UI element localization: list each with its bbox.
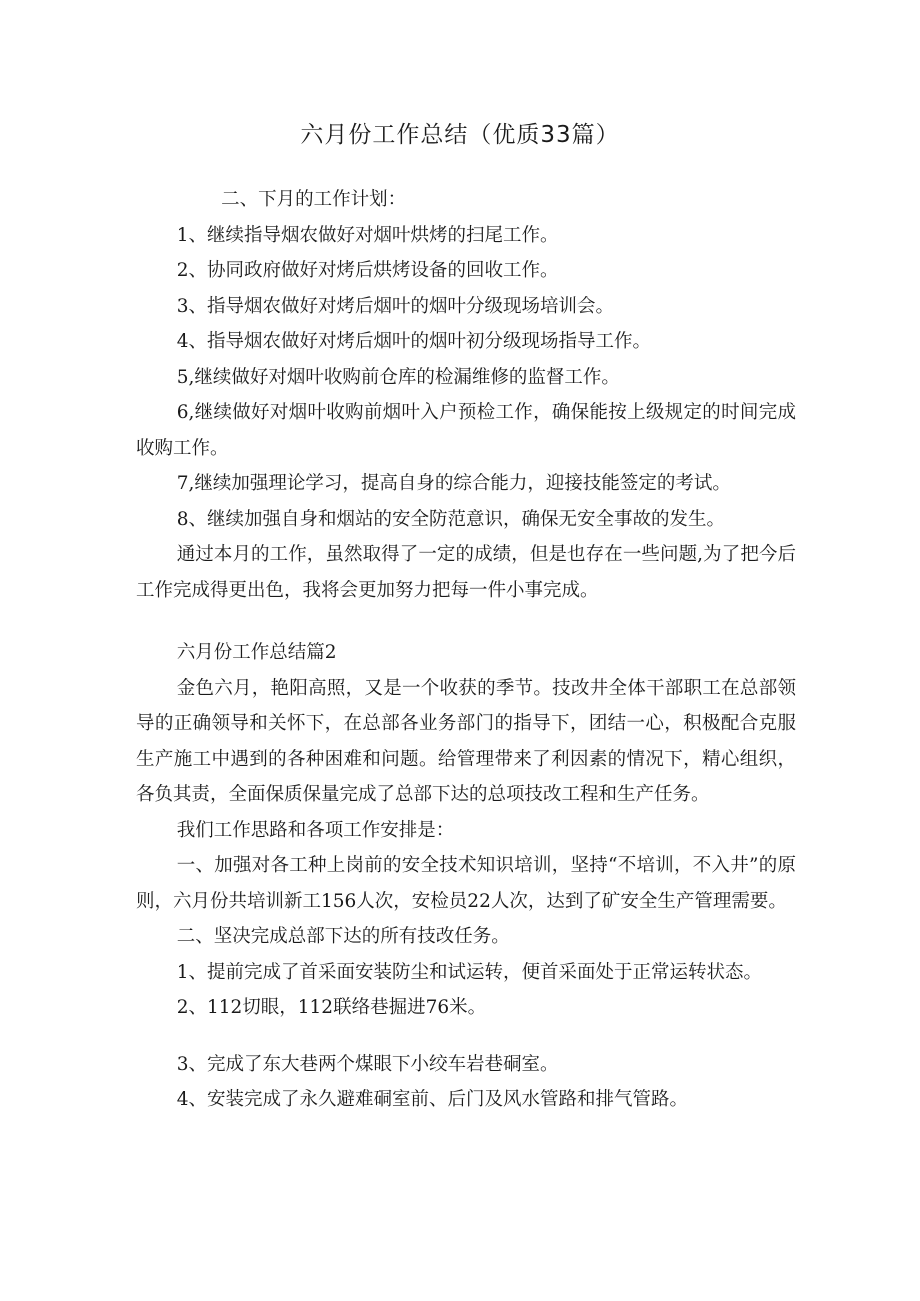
task-gap: [136, 1026, 796, 1047]
plan-item-8: 8、继续加强自身和烟站的安全防范意识，确保无安全事故的发生。: [176, 508, 725, 530]
plan-item-6: 6,继续做好对烟叶收购前烟叶入户预检工作，确保能按上级规定的时间完成收购工作。: [136, 402, 796, 459]
plan-item-7: 7,继续加强理论学习，提高自身的综合能力，迎接技能签定的考试。: [176, 473, 731, 494]
plan-item-2: 2、协同政府做好对烤后烘烤设备的回收工作。: [176, 260, 559, 281]
task-item-4: 4、安装完成了永久避难硐室前、后门及风水管路和排气管路。: [176, 1089, 688, 1110]
plan-closing: 通过本月的工作，虽然取得了一定的成绩，但是也存在一些问题,为了把今后工作完成得更出色，我将会更加努力把每一件小事完成。: [136, 544, 796, 601]
document-body: [136, 182, 796, 1118]
task-item-1: 1、提前完成了首采面安装防尘和试运转，便首采面处于正常运转状态。: [176, 961, 762, 983]
plan-item-1: 1、继续指导烟农做好对烟叶烘烤的扫尾工作。: [176, 224, 559, 246]
document-title: 六月份工作总结（优质33篇）: [300, 122, 620, 148]
section2-point-1: 一、加强对各工种上岗前的安全技术知识培训，坚持“不培训，不入井”的原则，六月份共培训新工156人次，安检员22人次，达到了矿安全生产管理需要。: [136, 855, 796, 912]
task-item-3: 3、完成了东大巷两个煤眼下小绞车岩巷硐室。: [176, 1053, 559, 1075]
section2-point-2: 二、坚决完成总部下达的所有技改任务。: [176, 926, 510, 947]
section-gap: [136, 608, 796, 635]
section2-ideas: 我们工作思路和各项工作安排是：: [176, 819, 455, 841]
section2-heading: 六月份工作总结篇2: [176, 642, 337, 663]
task-item-2: 2、112切眼，112联络巷掘进76米。: [176, 997, 487, 1018]
plan-heading: 二、下月的工作计划：: [221, 189, 407, 210]
plan-item-3: 3、指导烟农做好对烤后烟叶的烟叶分级现场培训会。: [176, 295, 614, 317]
plan-item-5: 5,继续做好对烟叶收购前仓库的检漏维修的监督工作。: [176, 366, 620, 388]
plan-item-4: 4、指导烟农做好对烤后烟叶的烟叶初分级现场指导工作。: [176, 331, 651, 352]
section2-intro: 金色六月，艳阳高照，又是一个收获的季节。技改井全体干部职工在总部领导的正确领导和关怀下，在总部各业务部门的指导下，团结一心，积极配合克服生产施工中遇到的各种困难和问题。给管理带来了利因素的情况下，精心组织，各负其责，全面保质保量完成了总部下达的总项技改工程和生产任务。: [136, 677, 796, 805]
